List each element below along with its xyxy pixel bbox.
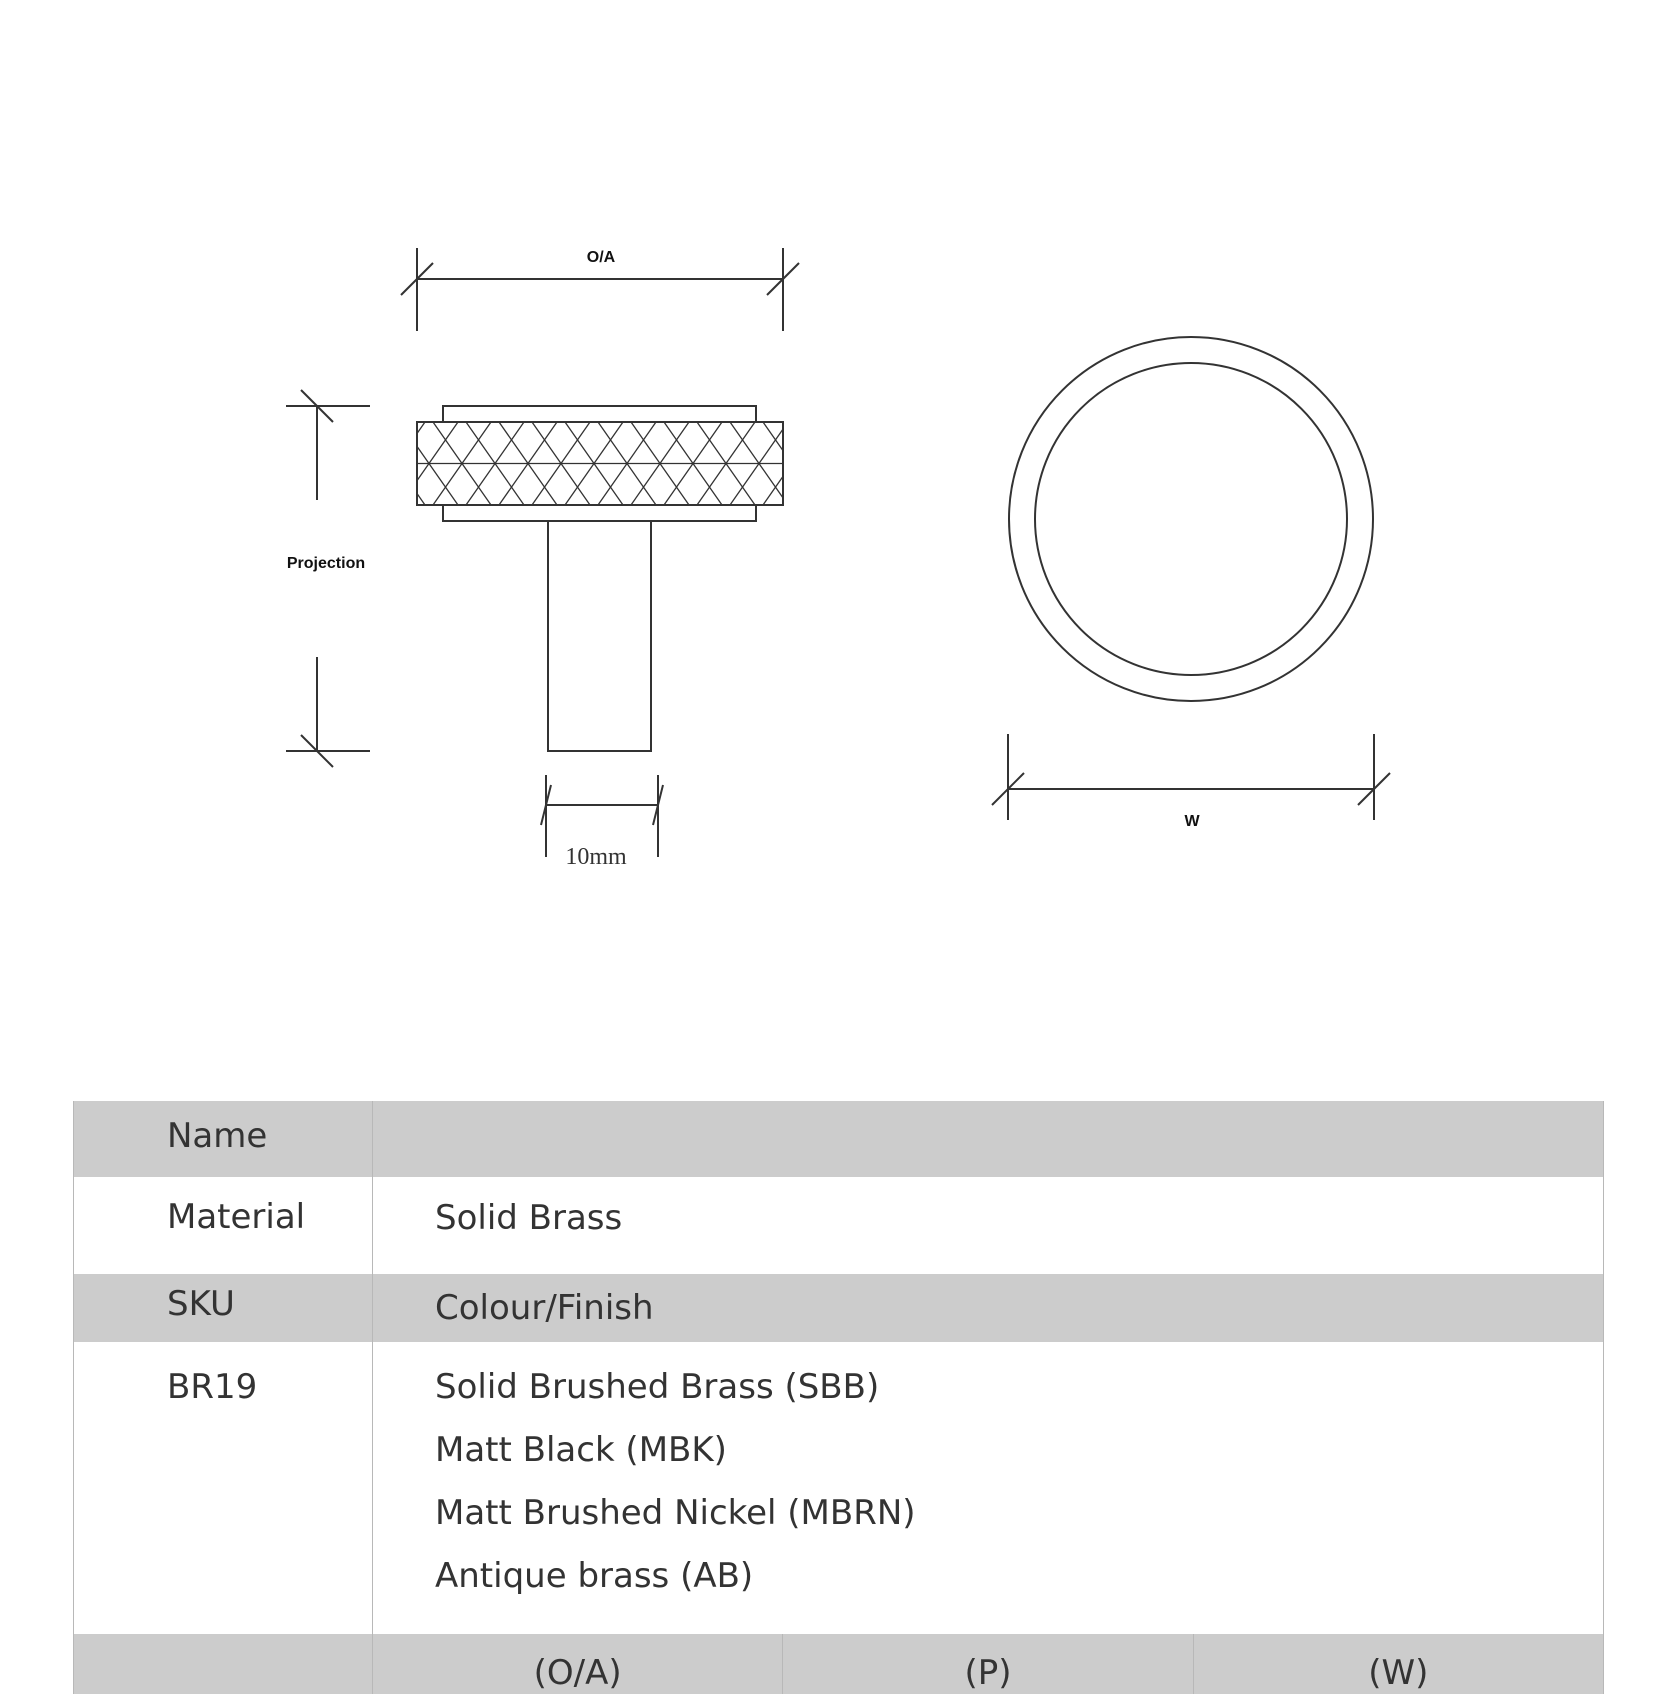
sku-value: BR19 — [74, 1342, 373, 1634]
knob-inner-circle — [1035, 363, 1347, 675]
oa-label: O/A — [586, 249, 616, 266]
name-row — [74, 1101, 1604, 1177]
knob-stem — [548, 521, 651, 751]
finish-list — [373, 1342, 1604, 1634]
finish-item: Matt Brushed Nickel (MBRN) — [435, 1493, 916, 1533]
knurl-line — [730, 429, 783, 505]
knurl-line — [417, 422, 425, 433]
knob-bottom-cap — [443, 505, 756, 521]
dimensions-header-row — [74, 1634, 1604, 1694]
dimension-header-w: (W) — [1193, 1634, 1603, 1694]
material-label: Material — [74, 1177, 373, 1274]
name-value — [373, 1101, 1604, 1177]
name-label: Name — [74, 1101, 373, 1177]
knurl-line — [417, 422, 458, 481]
projection-label: Projection — [286, 555, 366, 572]
finish-label: Colour/Finish — [373, 1274, 1604, 1342]
finish-item: Matt Black (MBK) — [435, 1430, 727, 1470]
finish-item: Solid Brushed Brass (SBB) — [435, 1367, 880, 1407]
knurl-pattern — [417, 422, 783, 505]
knurl-line — [763, 422, 783, 451]
knob-top-cap — [443, 406, 756, 422]
finish-item: Antique brass (AB) — [435, 1556, 754, 1596]
sku-row — [74, 1342, 1604, 1634]
specification-table — [73, 1101, 1604, 1694]
sku-label: SKU — [74, 1274, 373, 1342]
knurl-line — [417, 446, 458, 505]
knurl-line — [730, 422, 783, 498]
knurl-line — [763, 476, 783, 505]
w-label: W — [1184, 813, 1200, 830]
dimensions-sku-cell — [74, 1634, 373, 1694]
dimensions-cells — [373, 1634, 1604, 1694]
material-row — [74, 1177, 1604, 1274]
stem-width-label: 10mm — [565, 844, 627, 870]
knurl-line — [417, 494, 425, 505]
dimension-header-oa: (O/A) — [533, 1653, 622, 1693]
sku-header-row — [74, 1274, 1604, 1342]
material-value: Solid Brass — [373, 1177, 1604, 1274]
knob-outer-circle — [1009, 337, 1373, 701]
dimension-header-p: (P) — [782, 1634, 1192, 1694]
